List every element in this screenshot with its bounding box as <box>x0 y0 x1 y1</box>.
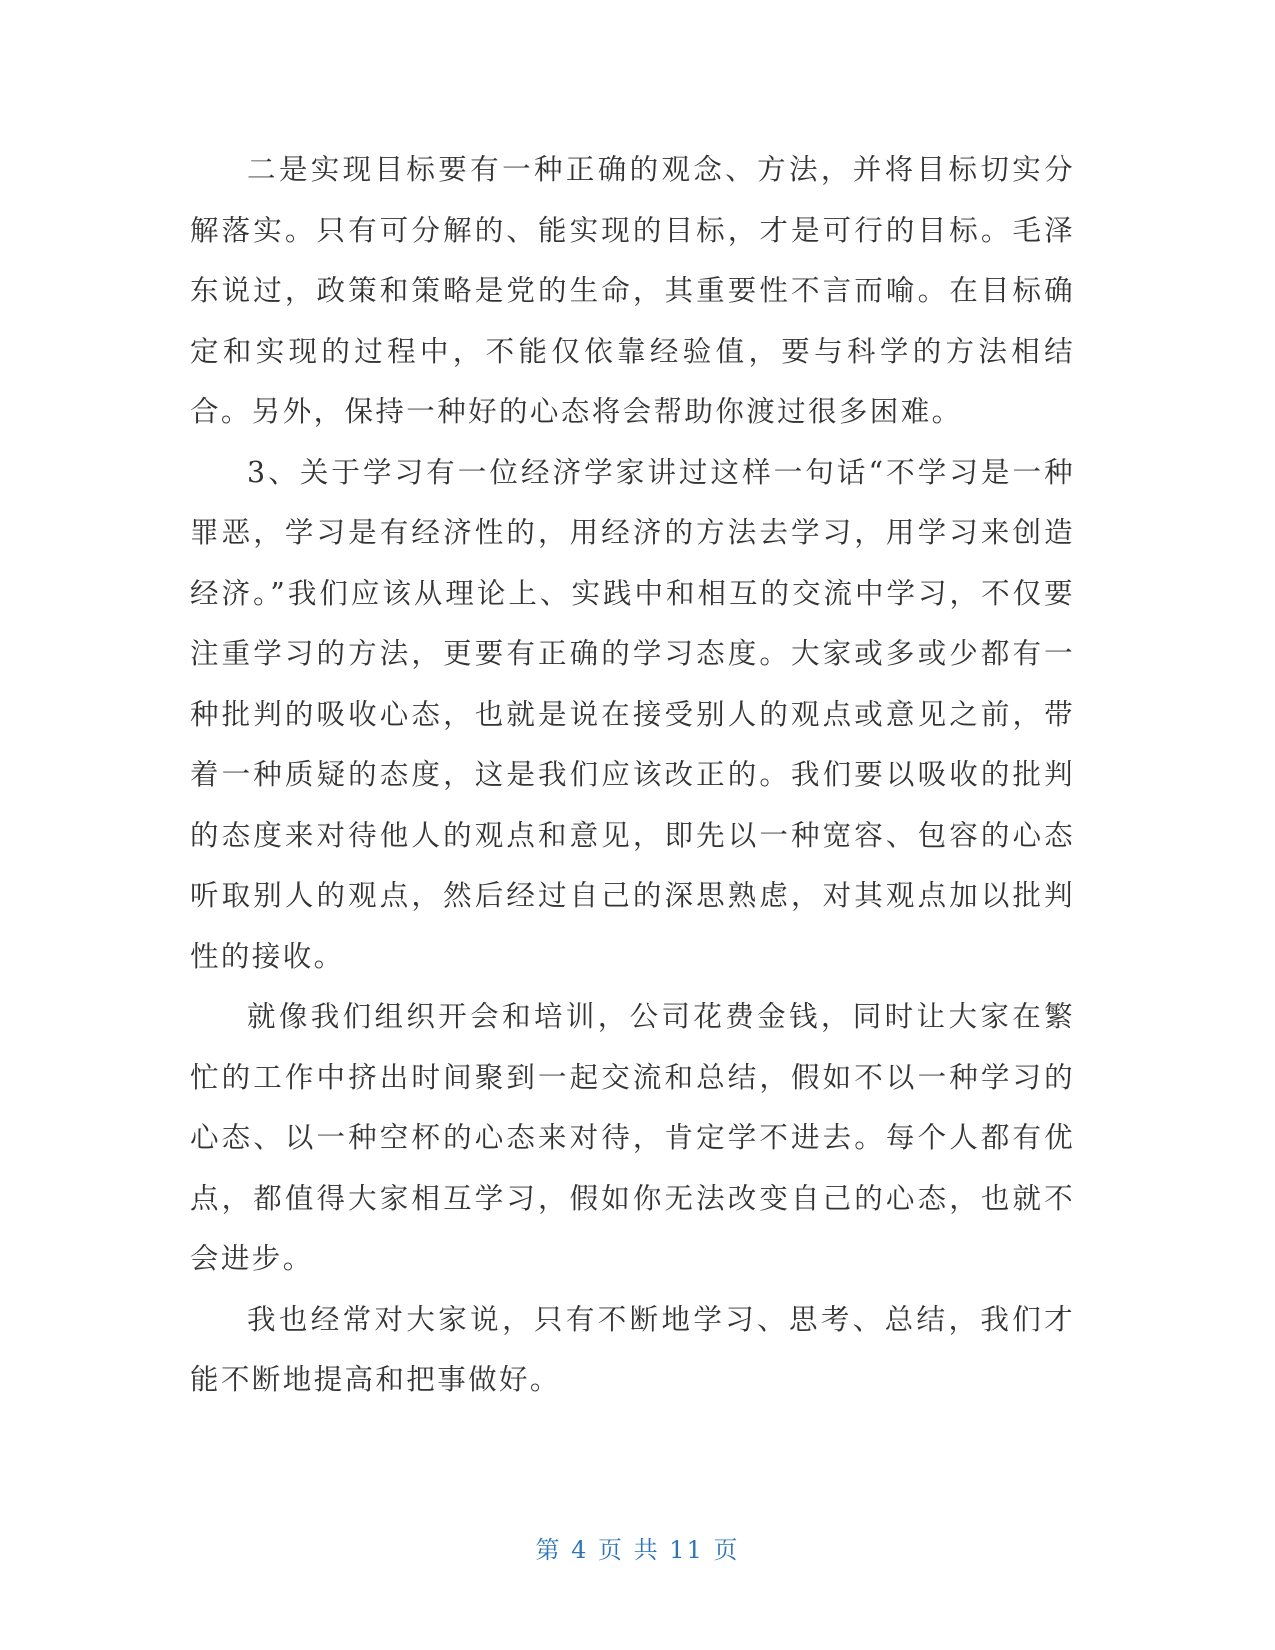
document-body <box>190 140 1075 1411</box>
page-number: 第 4 页 共 11 页 <box>535 1536 740 1564</box>
paragraph: 3、关于学习有一位经济学家讲过这样一句话“不学习是一种罪恶，学习是有经济性的，用经济的方法去学习，用学习来创造经济。”我们应该从理论上、实践中和相互的交流中学习，不仅要注重学习的方法，更要有正确的学习态度。大家或多或少都有一种批判的吸收心态，也就是说在接受别人的观点或意见之前，带着一种质疑的态度，这是我们应该改正的。我们要以吸收的批判的态度来对待他人的观点和意见，即先以一种宽容、包容的心态听取别人的观点，然后经过自己的深思熟虑，对其观点加以批判性的接收。 <box>190 455 1075 973</box>
page-footer <box>0 1530 1275 1565</box>
paragraph: 二是实现目标要有一种正确的观念、方法，并将目标切实分解落实。只有可分解的、能实现的目标，才是可行的目标。毛泽东说过，政策和策略是党的生命，其重要性不言而喻。在目标确定和实现的过程中，不能仅依靠经验值，要与科学的方法相结合。另外，保持一种好的心态将会帮助你渡过很多困难。 <box>190 153 1075 428</box>
paragraph: 我也经常对大家说，只有不断地学习、思考、总结，我们才能不断地提高和把事做好。 <box>190 1302 1075 1396</box>
paragraph: 就像我们组织开会和培训，公司花费金钱，同时让大家在繁忙的工作中挤出时间聚到一起交流和总结，假如不以一种学习的心态、以一种空杯的心态来对待，肯定学不进去。每个人都有优点，都值得大家相互学习，假如你无法改变自己的心态，也就不会进步。 <box>190 1000 1075 1275</box>
